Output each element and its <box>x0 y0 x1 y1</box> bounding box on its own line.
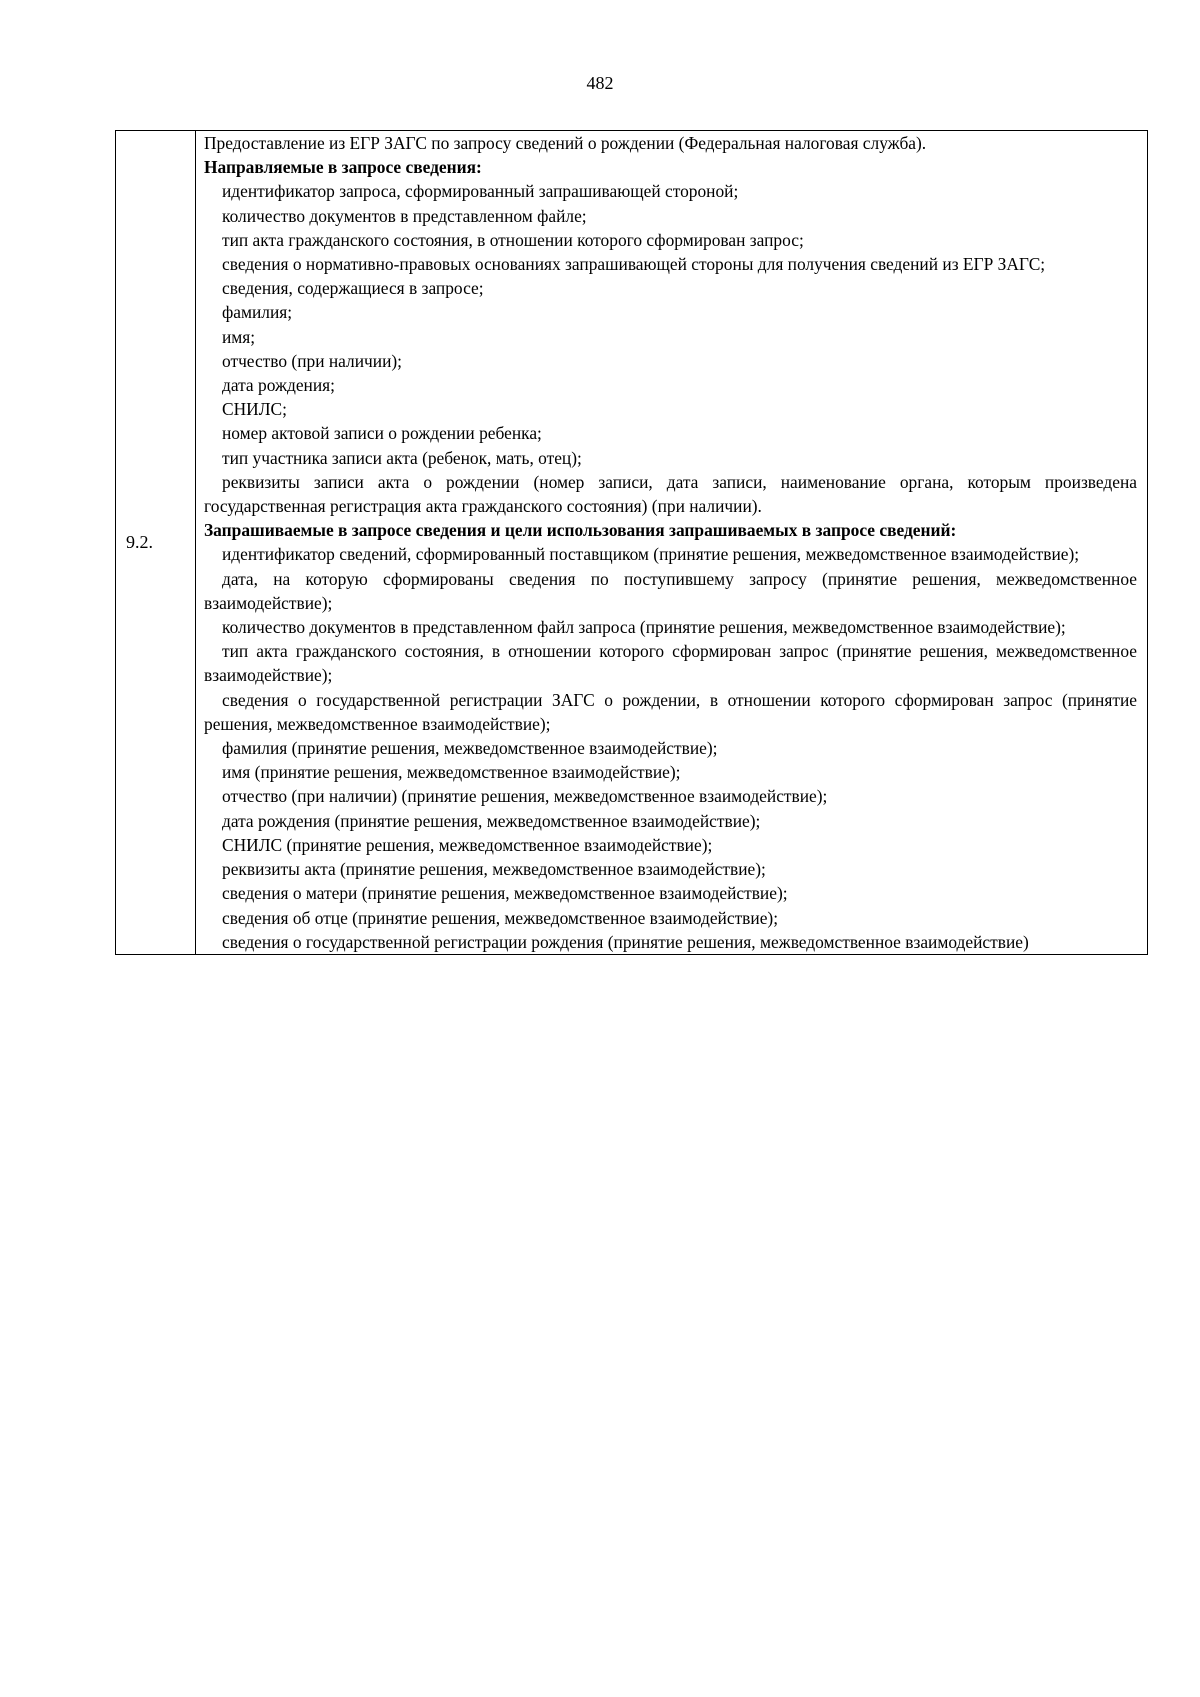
list-item: дата, на которую сформированы сведения по поступившему запросу (принятие решения, межведомственное взаимодействие); <box>204 568 1137 613</box>
row-content <box>196 131 1148 955</box>
list-item: дата рождения; <box>222 375 335 396</box>
page-number: 482 <box>586 73 614 93</box>
list-item: фамилия; <box>222 302 293 323</box>
list-item: сведения, содержащиеся в запросе; <box>222 278 484 299</box>
list-item: фамилия (принятие решения, межведомственное взаимодействие); <box>222 738 718 759</box>
list-item: реквизиты записи акта о рождении (номер записи, дата записи, наименование органа, которым произведена государственная регистрация акта гражданского состояния) (при наличии). <box>204 471 1137 517</box>
row-number: 9.2. <box>116 131 196 955</box>
list-item: идентификатор сведений, сформированный поставщиком (принятие решения, межведомственное взаимодействие); <box>222 544 1080 565</box>
list-item: сведения о матери (принятие решения, межведомственное взаимодействие); <box>222 883 788 904</box>
list-item: имя; <box>222 326 256 347</box>
list-item: сведения о государственной регистрации ЗАГС о рождении, в отношении которого сформирован запрос (принятие решения, межведомственное взаимодействие); <box>204 689 1137 734</box>
list-item: номер актовой записи о рождении ребенка; <box>222 423 542 444</box>
list-item: сведения о государственной регистрации рождения (принятие решения, межведомственное взаимодействие) <box>222 931 1029 952</box>
list-item: тип акта гражданского состояния, в отношении которого сформирован запрос; <box>222 229 804 250</box>
list-item: идентификатор запроса, сформированный запрашивающей стороной; <box>222 181 739 202</box>
document-table <box>115 130 1148 955</box>
sent-heading: Направляемые в запросе сведения: <box>204 157 482 178</box>
list-item: СНИЛС (принятие решения, межведомственное взаимодействие); <box>222 834 713 855</box>
list-item: дата рождения (принятие решения, межведомственное взаимодействие); <box>222 810 761 831</box>
list-item: тип участника записи акта (ребенок, мать, отец); <box>222 447 582 468</box>
list-item: сведения о нормативно-правовых основаниях запрашивающей стороны для получения сведений из ЕГР ЗАГС; <box>222 254 1046 275</box>
list-item: СНИЛС; <box>222 399 287 420</box>
list-item: имя (принятие решения, межведомственное взаимодействие); <box>222 762 681 783</box>
list-item: реквизиты акта (принятие решения, межведомственное взаимодействие); <box>222 859 766 880</box>
list-item: тип акта гражданского состояния, в отношении которого сформирован запрос (принятие решения, межведомственное взаимодействие); <box>204 641 1137 686</box>
table-row <box>116 131 1148 955</box>
list-item: сведения об отце (принятие решения, межведомственное взаимодействие); <box>222 907 779 928</box>
row-title: Предоставление из ЕГР ЗАГС по запросу сведений о рождении (Федеральная налоговая служба). <box>204 133 927 153</box>
list-item: количество документов в представленном файле; <box>222 205 587 226</box>
list-item: отчество (при наличии) (принятие решения, межведомственное взаимодействие); <box>222 786 828 807</box>
requested-heading: Запрашиваемые в запросе сведения и цели использования запрашиваемых в запросе сведений: <box>204 520 957 541</box>
list-item: отчество (при наличии); <box>222 350 403 371</box>
list-item: количество документов в представленном файл запроса (принятие решения, межведомственное взаимодействие); <box>222 617 1066 638</box>
